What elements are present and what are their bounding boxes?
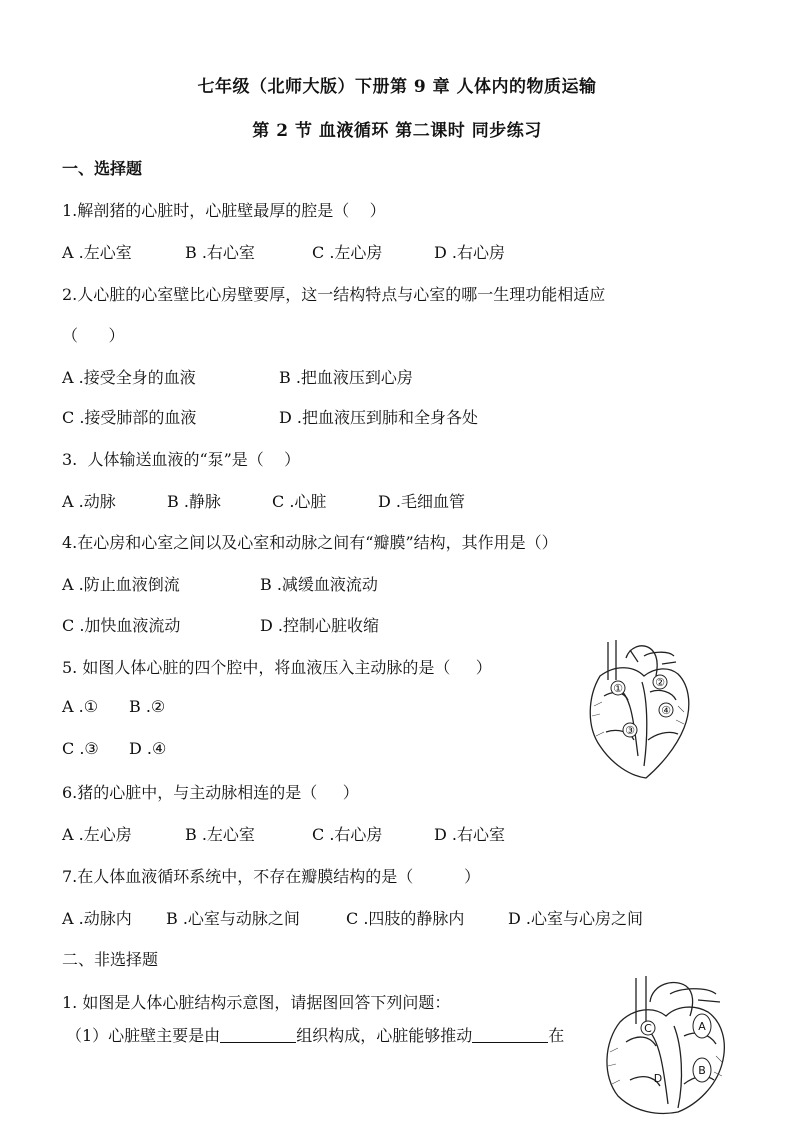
option-a[interactable]: A .① <box>62 697 99 716</box>
question-2-stem-cont: （ ） <box>62 326 125 345</box>
question-7-options <box>62 906 643 929</box>
question-1-stem: 1.解剖猪的心脏时，心脏壁最厚的腔是（ ） <box>62 201 386 220</box>
section-heading-choice: 一、选择题 <box>62 159 143 178</box>
option-b[interactable]: B .心室与动脉之间 <box>166 909 300 928</box>
option-d[interactable]: D .心室与心房之间 <box>508 909 644 928</box>
option-c[interactable]: C .左心房 <box>312 243 383 262</box>
question-6-options <box>62 822 505 845</box>
figure2-label-b: B <box>698 1064 706 1077</box>
option-c[interactable]: C .接受肺部的血液 <box>62 408 197 427</box>
section-heading-nonchoice: 二、非选择题 <box>62 950 159 969</box>
question-4-options-row1 <box>62 572 378 595</box>
figure1-label-4: ④ <box>661 704 671 717</box>
option-d[interactable]: D .右心房 <box>434 243 506 262</box>
question-7-stem: 7.在人体血液循环系统中，不存在瓣膜结构的是（ ） <box>62 867 481 886</box>
answer-blank-substance[interactable] <box>472 1026 548 1043</box>
question-3-stem: 3. 人体输送血液的“泵”是（ ） <box>62 450 301 469</box>
option-d[interactable]: D .毛细血管 <box>378 492 466 511</box>
nonchoice-question-1-stem: 1. 如图是人体心脏结构示意图，请据图回答下列问题： <box>62 993 451 1012</box>
option-c[interactable]: C .四肢的静脉内 <box>346 909 465 928</box>
question-2-stem: 2.人心脏的心室壁比心房壁要厚，这一结构特点与心室的哪一生理功能相适应 <box>62 285 606 304</box>
option-a[interactable]: A .接受全身的血液 <box>62 368 196 387</box>
question-1-options <box>62 240 505 263</box>
option-a[interactable]: A .左心室 <box>62 243 132 262</box>
option-d[interactable]: D .④ <box>129 739 167 758</box>
nonchoice-question-1-part1 <box>66 1023 564 1046</box>
answer-blank-tissue[interactable] <box>220 1026 296 1043</box>
question-4-options-row2 <box>62 613 379 636</box>
heart-diagram-figure <box>578 636 700 782</box>
part1-text-b: 组织构成，心脏能够推动 <box>296 1026 473 1045</box>
question-2-options-row1 <box>62 365 413 388</box>
option-a[interactable]: A .防止血液倒流 <box>62 575 180 594</box>
option-a[interactable]: A .动脉内 <box>62 909 132 928</box>
option-a[interactable]: A .动脉 <box>62 492 116 511</box>
option-a[interactable]: A .左心房 <box>62 825 132 844</box>
figure2-label-a-top: C <box>644 1022 652 1035</box>
question-5-stem: 5. 如图人体心脏的四个腔中，将血液压入主动脉的是（ ） <box>62 658 492 677</box>
worksheet-title: 七年级（北师大版）下册第 9 章 人体内的物质运输 <box>197 77 597 97</box>
figure2-label-a: A <box>698 1020 706 1033</box>
part1-text-c: 在 <box>548 1026 565 1045</box>
figure1-label-1: ① <box>613 682 623 695</box>
figure2-label-d: D <box>653 1072 663 1085</box>
option-b[interactable]: B .左心室 <box>185 825 255 844</box>
question-5-options-row2 <box>62 739 166 758</box>
option-b[interactable]: B .把血液压到心房 <box>279 368 413 387</box>
option-b[interactable]: B .减缓血液流动 <box>260 575 378 594</box>
option-d[interactable]: D .右心室 <box>434 825 506 844</box>
option-c[interactable]: C .心脏 <box>272 492 327 511</box>
question-3-options <box>62 489 465 512</box>
option-d[interactable]: D .把血液压到肺和全身各处 <box>279 408 479 427</box>
option-c[interactable]: C .③ <box>62 739 99 758</box>
worksheet-subtitle: 第 2 节 血液循环 第二课时 同步练习 <box>252 121 542 141</box>
question-2-options-row2 <box>62 405 478 428</box>
option-b[interactable]: B .静脉 <box>167 492 221 511</box>
question-5-options-row1 <box>62 697 165 716</box>
option-d[interactable]: D .控制心脏收缩 <box>260 616 380 635</box>
option-c[interactable]: C .加快血液流动 <box>62 616 181 635</box>
part1-text-a: （1）心脏壁主要是由 <box>66 1026 221 1045</box>
option-b[interactable]: B .② <box>129 697 166 716</box>
option-b[interactable]: B .右心室 <box>185 243 255 262</box>
heart-structure-figure <box>590 972 740 1117</box>
figure1-label-3: ③ <box>625 724 635 737</box>
option-c[interactable]: C .右心房 <box>312 825 383 844</box>
figure1-label-2: ② <box>655 676 665 689</box>
question-4-stem: 4.在心房和心室之间以及心室和动脉之间有“瓣膜”结构，其作用是（） <box>62 533 558 552</box>
question-6-stem: 6.猪的心脏中，与主动脉相连的是（ ） <box>62 783 359 802</box>
